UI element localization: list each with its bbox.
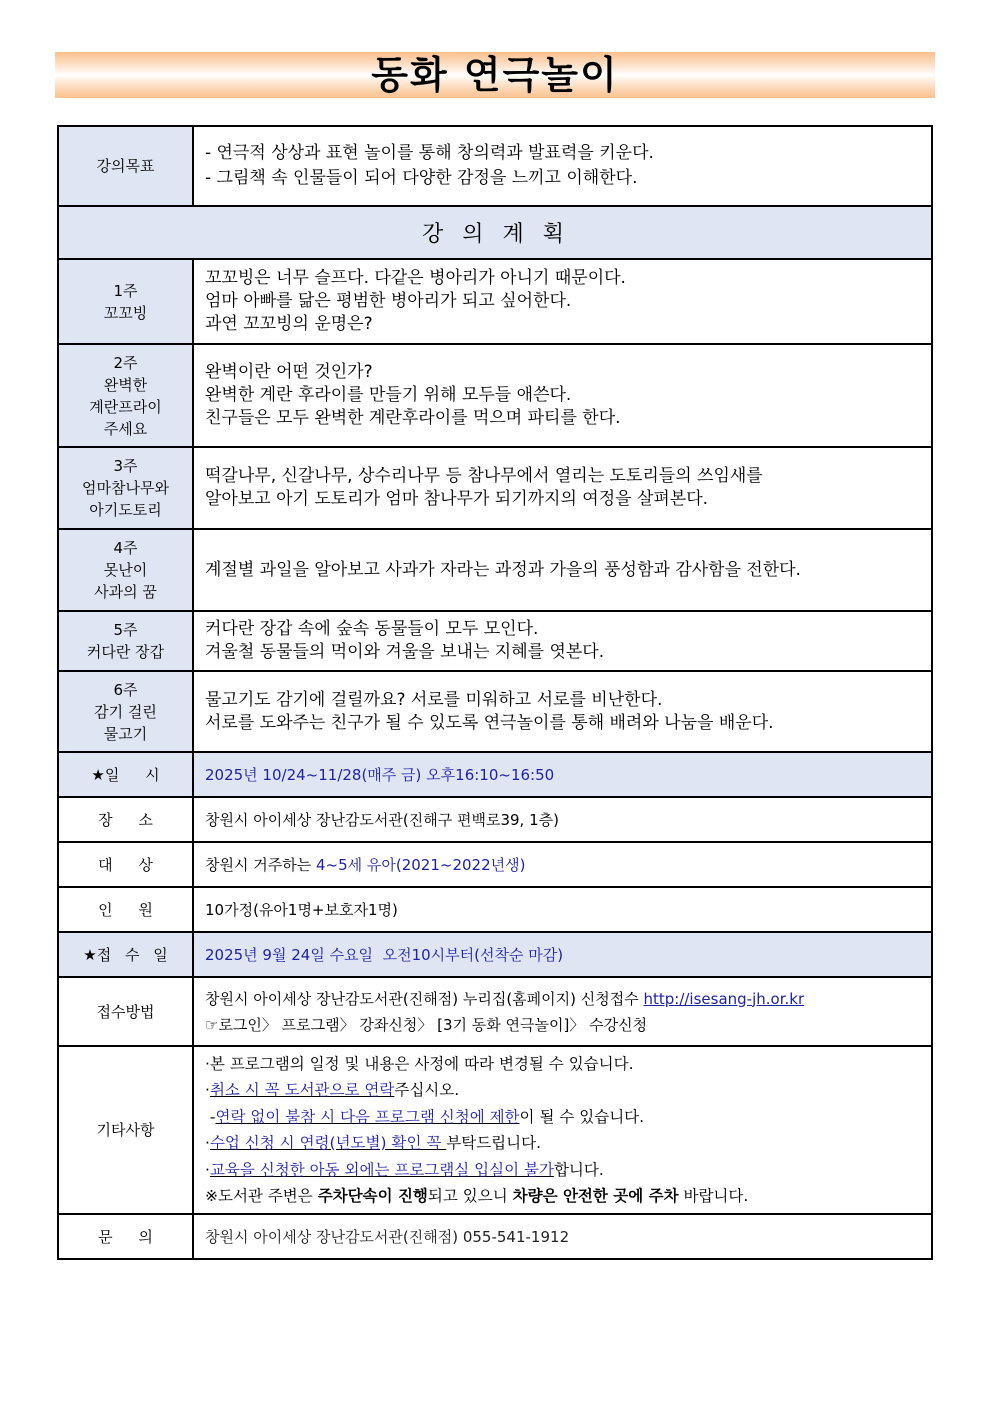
note-highlight: 수업 신청 시 연령(년도별) 확인 꼭: [209, 1134, 447, 1152]
registration-method-row: [59, 978, 931, 1047]
contact-label: [59, 1215, 194, 1258]
week-label: [59, 530, 194, 610]
goal-line: - 그림책 속 인물들이 되어 다양한 감정을 느끼고 이해한다.: [205, 168, 638, 188]
week-label: [59, 672, 194, 751]
note-line: [205, 1157, 925, 1184]
week-number: 3주: [113, 457, 138, 475]
note-text: 되고 있으니: [427, 1187, 513, 1205]
week-description: [194, 345, 931, 446]
dash: -: [205, 1107, 216, 1126]
note-bold: 주차단속이 진행: [317, 1187, 428, 1205]
week-title: 엄마참나무와: [82, 479, 169, 497]
star-icon: ★: [91, 765, 105, 784]
week-title: 못난이: [103, 561, 148, 579]
schedule-label-word: 일 시: [104, 765, 160, 784]
contact-row: [59, 1215, 931, 1258]
note-line: ·본 프로그램의 일정 및 내용은 사정에 따라 변경될 수 있습니다.: [205, 1054, 634, 1073]
schedule-label-text: [91, 764, 159, 786]
target-value-cell: [194, 843, 931, 886]
note-text: 바랍니다.: [678, 1187, 749, 1205]
contact-value: 창원시 아이세상 장난감도서관(진해점) 055-541-1912: [205, 1227, 570, 1246]
target-value-highlight: 4~5세 유아(2021~2022년생): [315, 855, 526, 874]
week-line: 친구들은 모두 완벽한 계란후라이를 먹으며 파티를 한다.: [205, 408, 621, 428]
place-value-cell: [194, 798, 931, 841]
week-label: [59, 612, 194, 670]
goal-line: - 연극적 상상과 표현 놀이를 통해 창의력과 발표력을 키운다.: [205, 143, 654, 163]
schedule-value-cell: [194, 753, 931, 796]
schedule-value: 2025년 10/24~11/28(매주 금) 오후16:10~16:50: [205, 765, 555, 784]
week-row-2: [59, 345, 931, 448]
week-title: 완벽한: [103, 375, 148, 394]
plan-header: 강 의 계 획: [59, 207, 931, 258]
week-line: 꼬꼬빙은 너무 슬프다. 다같은 병아리가 아니기 때문이다.: [205, 268, 626, 288]
page-title: 동화 연극놀이: [371, 53, 619, 97]
week-line: 겨울철 동물들의 먹이와 겨울을 보내는 지혜를 엿본다.: [205, 642, 605, 662]
target-label-text: 대 상: [98, 855, 153, 874]
week-line: 알아보고 아기 도토리가 엄마 참나무가 되기까지의 여정을 살펴본다.: [205, 489, 709, 509]
week-title: 감기 걸린: [94, 702, 157, 721]
week-title: 커다란 장갑: [86, 643, 165, 661]
registration-method-label: [59, 978, 194, 1045]
week-line: 엄마 아빠를 닮은 평범한 병아리가 되고 싶어한다.: [205, 291, 572, 311]
week-row-5: [59, 612, 931, 672]
note-text: ※도서관 주변은: [205, 1187, 318, 1205]
target-label: [59, 843, 194, 886]
capacity-value-cell: [194, 888, 931, 931]
week-row-1: [59, 260, 931, 345]
bullet: ·: [205, 1081, 210, 1099]
week-number: 5주: [113, 621, 138, 639]
week-description: [194, 448, 931, 528]
registration-date-value-cell: [194, 933, 931, 976]
notes-row: [59, 1047, 931, 1215]
registration-date-row: [59, 933, 931, 978]
contact-value-cell: [194, 1215, 931, 1258]
week-line: 커다란 장갑 속에 숲속 동물들이 모두 모인다.: [205, 619, 539, 639]
registration-date-label: [59, 933, 194, 976]
week-line: 계절별 과일을 알아보고 사과가 자라는 과정과 가을의 풍성함과 감사함을 전한다.: [205, 559, 801, 580]
homepage-link[interactable]: http://isesang-jh.or.kr: [643, 989, 805, 1008]
goal-label: [59, 127, 194, 205]
goal-row: [59, 127, 931, 207]
note-highlight: 연락 없이 불참 시 다음 프로그램 신청에 제한: [215, 1107, 520, 1126]
week-line: 서로를 도와주는 친구가 될 수 있도록 연극놀이를 통해 배려와 나눔을 배운다.: [205, 712, 774, 733]
week-label: [59, 448, 194, 528]
registration-date-label-word: 접 수 일: [96, 945, 168, 964]
week-number: 2주: [113, 353, 138, 372]
week-number: 4주: [113, 539, 138, 557]
week-line: 떡갈나무, 신갈나무, 상수리나무 등 참나무에서 열리는 도토리들의 쓰임새를: [205, 466, 763, 486]
week-description: [194, 612, 931, 670]
place-value: 창원시 아이세상 장난감도서관(진해구 편백로39, 1층): [205, 810, 559, 829]
note-suffix: 이 될 수 있습니다.: [519, 1107, 645, 1126]
place-row: [59, 798, 931, 843]
week-title: 주세요: [103, 419, 148, 438]
schedule-row: [59, 753, 931, 798]
program-table: [57, 125, 933, 1260]
schedule-label: [59, 753, 194, 796]
notes-label: [59, 1047, 194, 1213]
target-value: [205, 854, 925, 876]
note-suffix: 부탁드립니다.: [446, 1134, 542, 1152]
star-icon: ★: [83, 945, 97, 964]
goal-label-text: 강의목표: [96, 157, 155, 175]
week-row-4: [59, 530, 931, 612]
registration-method-line: [205, 986, 925, 1012]
note-suffix: 주십시오.: [394, 1081, 460, 1099]
week-number: 1주: [113, 281, 138, 300]
bullet: ·: [205, 1134, 210, 1152]
week-title: 아기도토리: [89, 501, 162, 519]
week-label: [59, 345, 194, 446]
notes-label-text: 기타사항: [96, 1121, 155, 1139]
week-description: [194, 530, 931, 610]
registration-method-text: 창원시 아이세상 장난감도서관(진해점) 누리집(홈페이지) 신청접수: [205, 989, 644, 1008]
week-number: 6주: [113, 680, 138, 699]
note-line: [205, 1183, 925, 1210]
goal-content: [194, 127, 931, 205]
week-title: 물고기: [103, 724, 148, 743]
week-line: 완벽한 계란 후라이를 만들기 위해 모두들 애쓴다.: [205, 385, 572, 405]
week-line: 과연 꼬꼬빙의 운명은?: [205, 314, 373, 334]
week-line: 완벽이란 어떤 것인가?: [205, 362, 373, 382]
place-label: [59, 798, 194, 841]
note-highlight: 교육을 신청한 아동 외에는 프로그램실 입실이 불가: [209, 1160, 554, 1179]
place-label-text: 장 소: [98, 810, 153, 829]
note-suffix: 합니다.: [553, 1160, 604, 1179]
week-label: [59, 260, 194, 343]
target-value-prefix: 창원시 거주하는: [205, 855, 316, 874]
capacity-row: [59, 888, 931, 933]
note-highlight: 취소 시 꼭 도서관으로 연락: [209, 1081, 395, 1099]
bullet: ·: [205, 1160, 210, 1179]
week-title: 계란프라이: [89, 397, 162, 416]
capacity-value: 10가정(유아1명+보호자1명): [205, 900, 398, 919]
title-banner: [55, 52, 935, 98]
target-row: [59, 843, 931, 888]
registration-date-value: 2025년 9월 24일 수요일 오전10시부터(선착순 마감): [205, 945, 564, 964]
registration-date-label-text: [83, 944, 167, 966]
week-description: [194, 672, 931, 751]
week-line: 물고기도 감기에 걸릴까요? 서로를 미워하고 서로를 비난한다.: [205, 689, 663, 710]
registration-method-label-text: 접수방법: [96, 1002, 155, 1021]
capacity-label-text: 인 원: [98, 900, 153, 919]
capacity-label: [59, 888, 194, 931]
week-title: 사과의 꿈: [94, 583, 157, 601]
registration-steps: ☞로그인〉 프로그램〉 강좌신청〉 [3기 동화 연극놀이]〉 수강신청: [205, 1015, 648, 1034]
contact-label-text: 문 의: [98, 1227, 153, 1246]
notes-content: [194, 1047, 931, 1213]
registration-method-value-cell: [194, 978, 931, 1045]
note-bold: 차량은 안전한 곳에 주차: [512, 1187, 679, 1205]
note-line: [205, 1077, 925, 1104]
week-description: [194, 260, 931, 343]
note-line: [205, 1104, 925, 1131]
note-line: [205, 1130, 925, 1157]
week-row-3: [59, 448, 931, 530]
week-title: 꼬꼬빙: [103, 303, 148, 322]
plan-header-row: [59, 207, 931, 260]
week-row-6: [59, 672, 931, 753]
